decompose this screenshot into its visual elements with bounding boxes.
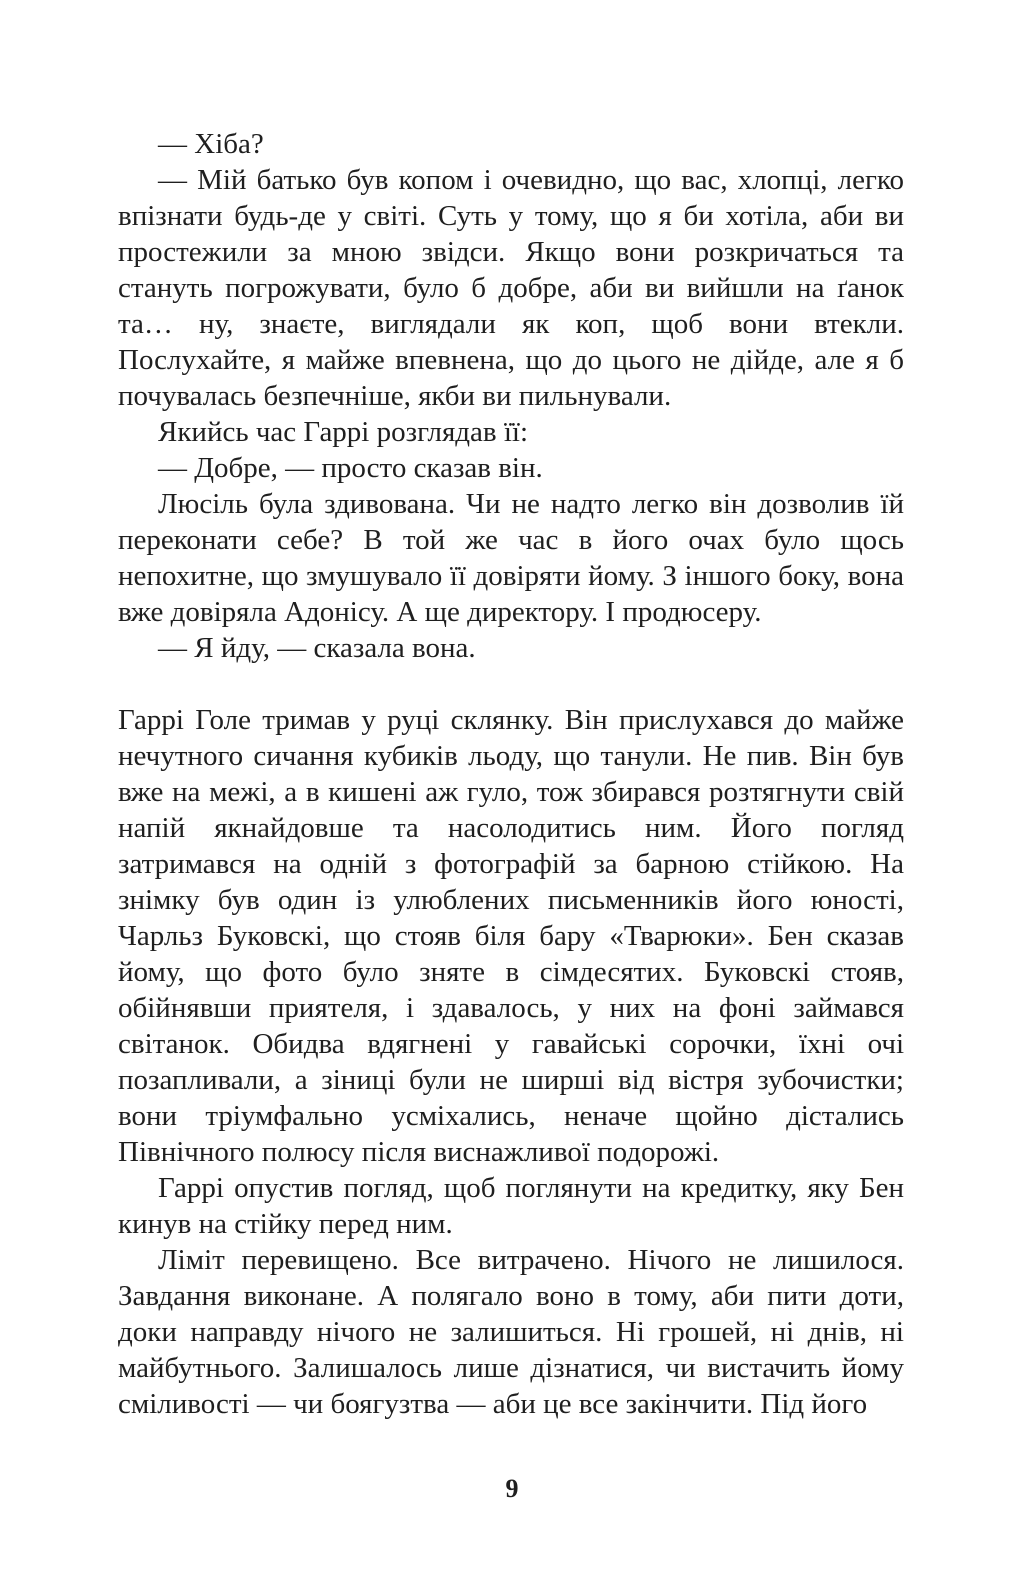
page-number: 9 bbox=[505, 1474, 519, 1503]
paragraph: Люсіль була здивована. Чи не надто легко він дозволив їй переконати себе? В той же час в його очах було щось непохитне, що змушувало її довіряти йому. З іншого боку, вона вже довіряла Адонісу. А ще директору. І продюсеру. bbox=[118, 488, 904, 628]
text-section-1 bbox=[118, 126, 904, 666]
paragraph: — Хіба? bbox=[158, 128, 264, 160]
paragraph: Гаррі опустив погляд, щоб поглянути на кредитку, яку Бен кинув на стійку перед ним. bbox=[118, 1172, 904, 1240]
paragraph: Ліміт перевищено. Все витрачено. Нічого не лишилося. Завдання виконане. А полягало воно в тому, аби пити доти, доки направду нічого не залишиться. Ні грошей, ні днів, ні майбутнього. Залишалось лише дізнатися, чи вистачить йому сміливості — чи боягузтва — аби це все закінчити. Під його bbox=[118, 1244, 904, 1420]
paragraph: — Мій батько був копом і очевидно, що вас, хлопці, легко впізнати будь-де у світі. Суть у тому, що я би хотіла, аби ви простежили за мною звідси. Якщо вони розкричаться та стануть погрожувати, було б добре, аби ви вийшли на ґанок та… ну, знаєте, виглядали як коп, щоб вони втекли. Послухайте, я майже впевнена, що до цього не дійде, але я б почувалась безпечніше, якби ви пильнували. bbox=[118, 164, 904, 412]
paragraph: Гаррі Голе тримав у руці склянку. Він прислухався до майже нечутного сичання кубиків льоду, що танули. Не пив. Він був вже на межі, а в кишені аж гуло, тож збирався розтягнути свій напій якнайдовше та насолодитись ним. Його погляд затримався на одній з фотографій за барною стійкою. На знімку був один із улюблених письменників його юності, Чарльз Буковскі, що стояв біля бару «Тварюки». Бен сказав йому, що фото було зняте в сімдесятих. Буковскі стояв, обійнявши приятеля, і здавалось, у них на фоні займався світанок. Обидва вдягнені у гавайські сорочки, їхні очі позапливали, а зіниці були не ширші від вістря зубочистки; вони тріумфально усміхались, неначе щойно дістались Північного полюсу після виснажливої подорожі. bbox=[118, 704, 904, 1168]
paragraph: — Я йду, — сказала вона. bbox=[158, 632, 476, 664]
text-section-2 bbox=[118, 702, 904, 1422]
paragraph: — Добре, — просто сказав він. bbox=[158, 452, 543, 484]
paragraph: Якийсь час Гаррі розглядав її: bbox=[158, 416, 529, 448]
